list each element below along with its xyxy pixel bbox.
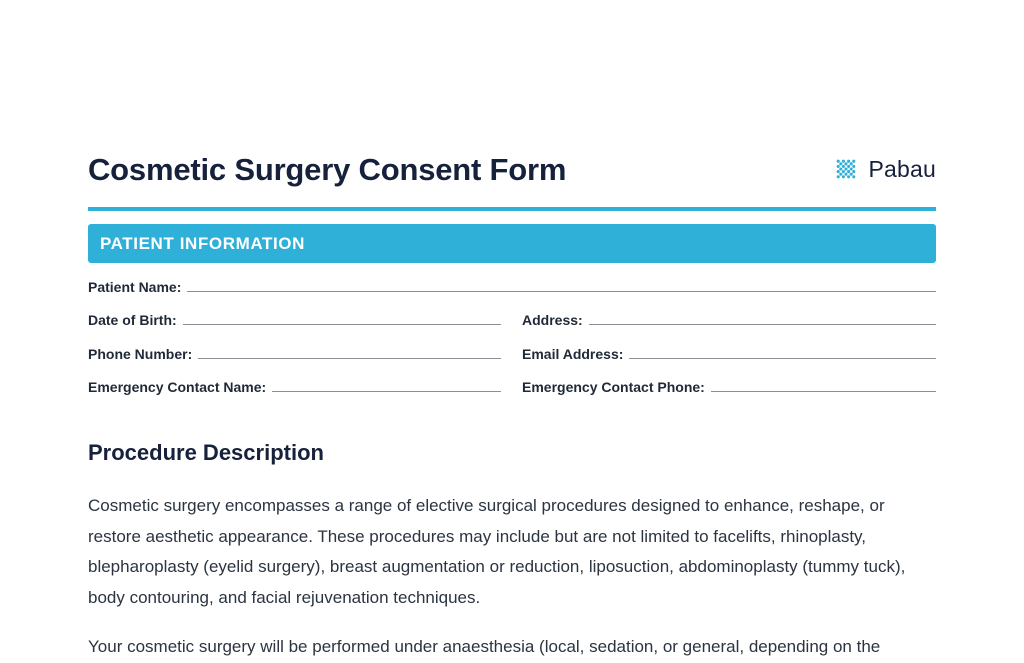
procedure-description-heading: Procedure Description <box>88 440 324 465</box>
emergency-contact-phone-field <box>522 375 936 395</box>
phone-number-label: Phone Number: <box>88 346 193 362</box>
logo-dot <box>840 167 843 170</box>
logo-dot <box>837 165 840 168</box>
logo-dot <box>845 167 848 170</box>
address-input-line[interactable] <box>589 324 936 325</box>
email-address-input-line[interactable] <box>629 358 936 359</box>
patient-information-section-header <box>88 224 936 263</box>
logo-dot <box>848 165 851 168</box>
pabau-diamond-dots-icon <box>831 154 861 184</box>
emergency-contact-phone-input-line[interactable] <box>711 391 936 392</box>
logo-dot <box>837 175 840 178</box>
logo-dot <box>842 175 845 178</box>
logo-dot <box>848 170 851 173</box>
emergency-contact-name-label: Emergency Contact Name: <box>88 379 267 395</box>
logo-dot <box>837 170 840 173</box>
address-label: Address: <box>522 312 583 328</box>
logo-dot <box>842 160 845 163</box>
logo-dot <box>850 167 853 170</box>
emergency-contact-phone-label: Emergency Contact Phone: <box>522 379 705 395</box>
header-divider <box>88 207 936 211</box>
patient-name-label: Patient Name: <box>88 279 182 295</box>
logo-dot <box>848 160 851 163</box>
logo-dot <box>842 170 845 173</box>
logo-dot <box>850 173 853 176</box>
phone-number-field <box>88 342 501 362</box>
logo-dot <box>840 173 843 176</box>
logo-dot <box>837 160 840 163</box>
logo-dot <box>853 175 856 178</box>
logo-dot <box>850 162 853 165</box>
date-of-birth-field <box>88 308 501 328</box>
patient-name-field <box>88 275 936 295</box>
logo-dot <box>845 173 848 176</box>
emergency-contact-name-input-line[interactable] <box>272 391 501 392</box>
logo-dot <box>848 175 851 178</box>
phone-number-input-line[interactable] <box>198 358 501 359</box>
logo-dot <box>842 165 845 168</box>
logo-dot <box>853 165 856 168</box>
section-heading: PATIENT INFORMATION <box>100 234 305 253</box>
email-address-label: Email Address: <box>522 346 624 362</box>
date-of-birth-label: Date of Birth: <box>88 312 177 328</box>
logo-dot <box>853 170 856 173</box>
logo-dot <box>845 162 848 165</box>
logo-text: Pabau <box>868 155 936 182</box>
consent-form-page <box>88 0 936 660</box>
email-address-field <box>522 342 936 362</box>
date-of-birth-input-line[interactable] <box>183 324 501 325</box>
pabau-logo <box>831 154 936 184</box>
emergency-contact-name-field <box>88 375 501 395</box>
page-title: Cosmetic Surgery Consent Form <box>88 152 567 187</box>
patient-name-input-line[interactable] <box>187 291 936 292</box>
procedure-paragraph-2: Your cosmetic surgery will be performed under anaesthesia (local, sedation, or general, depending on the <box>88 637 881 656</box>
procedure-paragraph-1: Cosmetic surgery encompasses a range of elective surgical procedures designed to enhance, reshape, or restore aesthetic appearance. These procedures may include but are not limited to facelifts, rhinoplasty, blepharoplasty (eyelid surgery), breast augmentation or reduction, liposuction, abdominoplasty (tummy tuck), body contouring, and facial rejuvenation techniques. <box>88 496 906 607</box>
logo-dot <box>840 162 843 165</box>
logo-dot <box>853 160 856 163</box>
address-field <box>522 308 936 328</box>
